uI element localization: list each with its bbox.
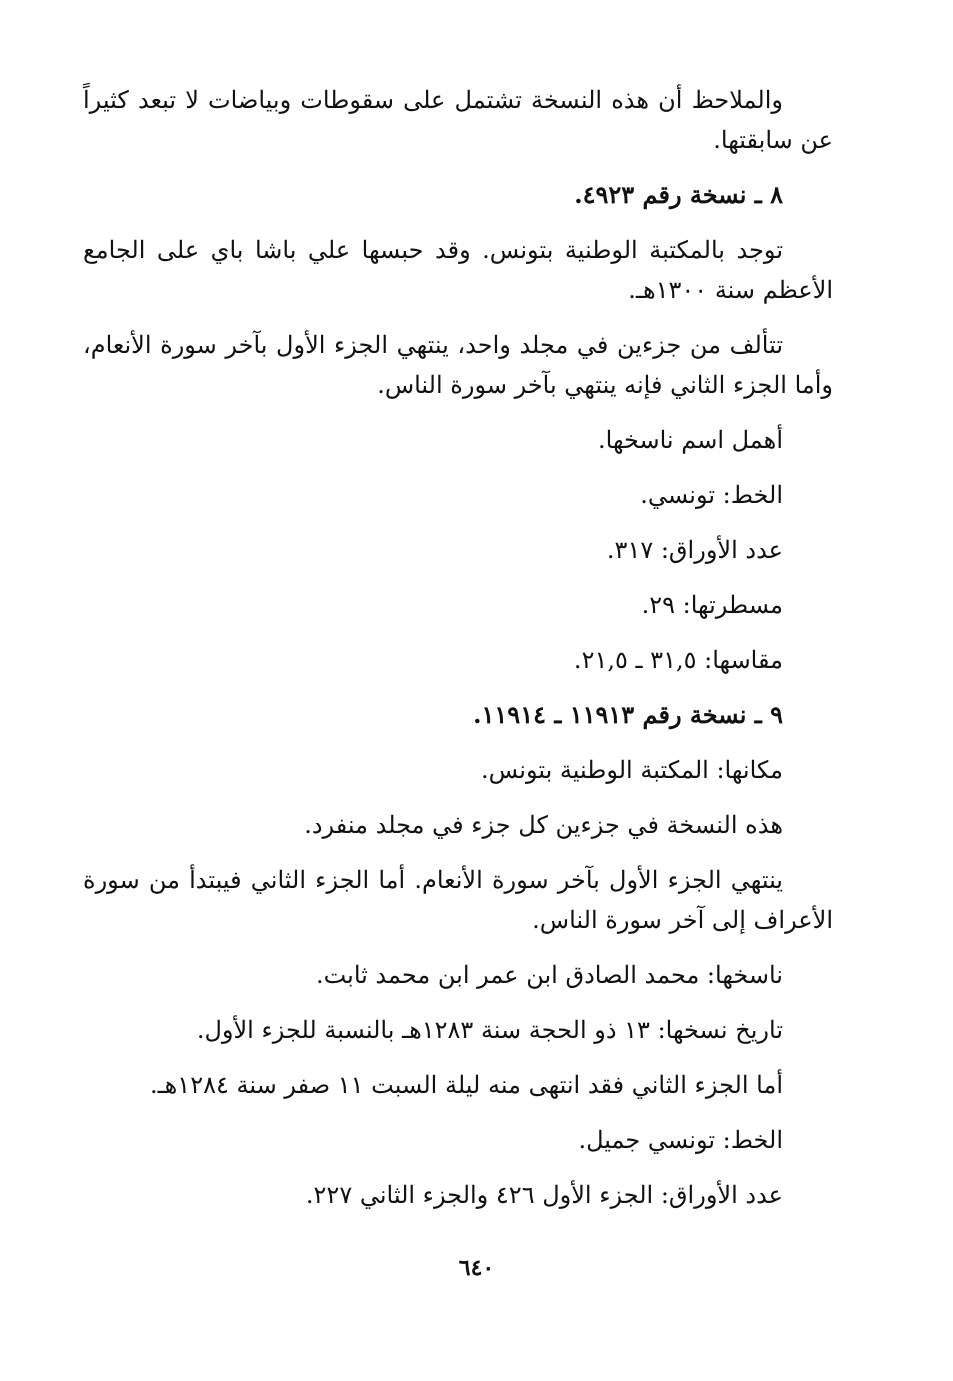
- paragraph-remark: والملاحظ أن هذه النسخة تشتمل على سقوطات وبياضات لا تبعد كثيراً عن سابقتها.: [83, 86, 833, 154]
- paragraph-second-part-date: أما الجزء الثاني فقد انتهى منه ليلة السبت ١١ صفر سنة ١٢٨٤هـ.: [149, 1071, 783, 1099]
- paragraph-dimensions: مقاسها: ٣١,٥ ـ ٢١,٥.: [573, 646, 783, 674]
- paragraph-copy-date: تاريخ نسخها: ١٣ ذو الحجة سنة ١٢٨٣هـ بالنسبة للجزء الأول.: [196, 1016, 783, 1044]
- paragraph-folios: عدد الأوراق: ٣١٧.: [606, 536, 783, 564]
- paragraph-script: الخط: تونسي.: [640, 481, 783, 509]
- paragraph-location: توجد بالمكتبة الوطنية بتونس. وقد حبسها علي باشا باي على الجامع الأعظم سنة ١٣٠٠هـ.: [83, 236, 833, 304]
- paragraph-lines: مسطرتها: ٢٩.: [641, 591, 783, 619]
- paragraph-parts: ينتهي الجزء الأول بآخر سورة الأنعام. أما الجزء الثاني فيبتدأ من سورة الأعراف إلى آخر سورة الناس.: [83, 866, 833, 934]
- page-number: ٦٤٠: [458, 1255, 495, 1281]
- body-text: [83, 80, 833, 1230]
- paragraph-volumes: هذه النسخة في جزءين كل جزء في مجلد منفرد.: [304, 811, 783, 839]
- section-heading-9: ٩ ـ نسخة رقم ١١٩١٣ ـ ١١٩١٤.: [473, 700, 783, 729]
- paragraph-folios-2: عدد الأوراق: الجزء الأول ٤٢٦ والجزء الثاني ٢٢٧.: [305, 1181, 783, 1209]
- paragraph-copyist-name: ناسخها: محمد الصادق ابن عمر ابن محمد ثابت.: [315, 961, 783, 989]
- paragraph-script-2: الخط: تونسي جميل.: [578, 1126, 783, 1154]
- paragraph-place: مكانها: المكتبة الوطنية بتونس.: [481, 756, 783, 784]
- section-heading-8: ٨ ـ نسخة رقم ٤٩٢٣.: [574, 180, 783, 209]
- paragraph-composition: تتألف من جزءين في مجلد واحد، ينتهي الجزء الأول بآخر سورة الأنعام، وأما الجزء الثاني فإنه ينتهي بآخر سورة الناس.: [83, 331, 833, 399]
- paragraph-copyist: أهمل اسم ناسخها.: [598, 426, 783, 454]
